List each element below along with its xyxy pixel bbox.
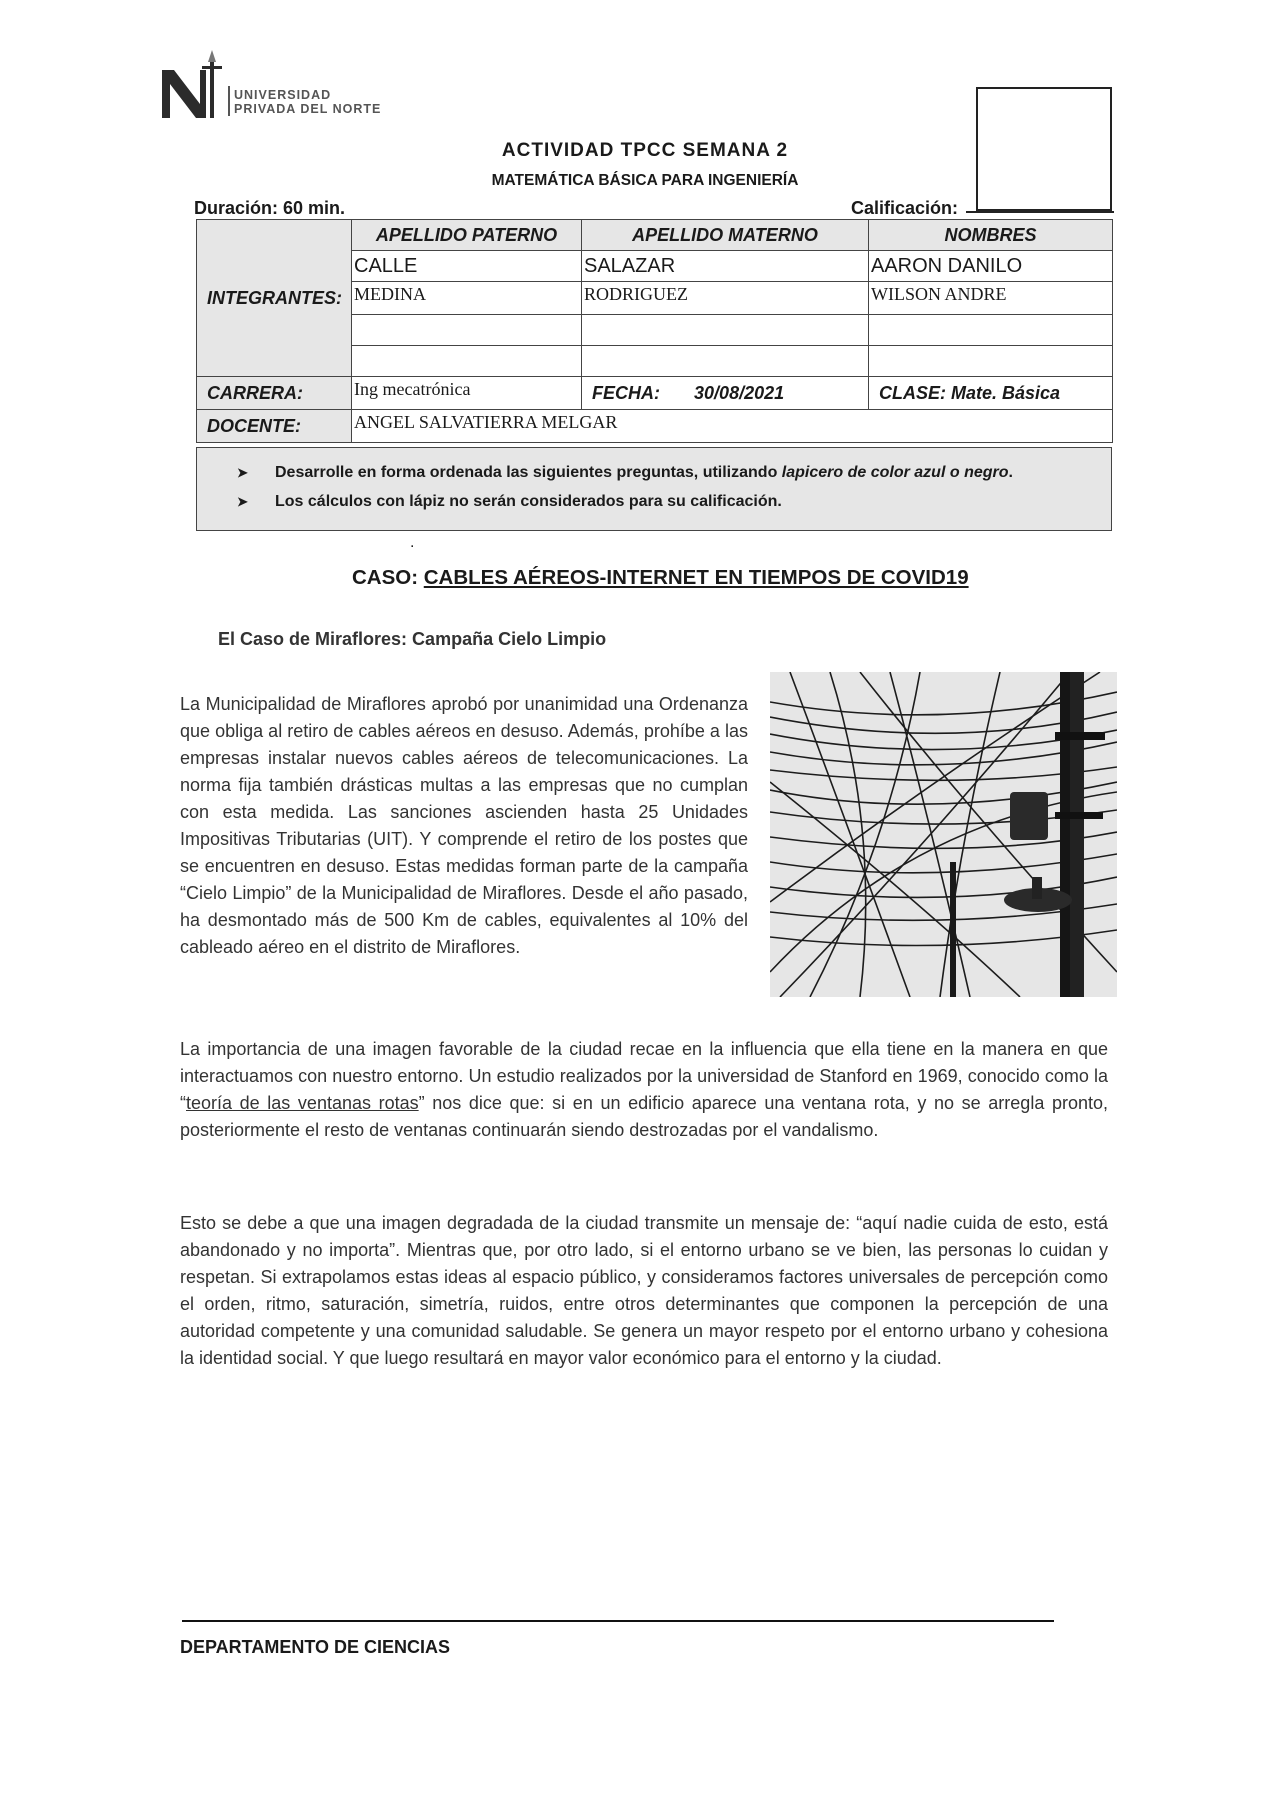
carrera-label: CARRERA: xyxy=(197,377,352,410)
table-cell[interactable]: CALLE xyxy=(352,251,582,282)
table-cell[interactable] xyxy=(582,315,869,346)
table-cell[interactable] xyxy=(582,346,869,377)
carrera-value[interactable]: Ing mecatrónica xyxy=(352,377,582,410)
integrantes-label: INTEGRANTES: xyxy=(197,220,352,377)
university-logo xyxy=(160,42,420,122)
table-header-row xyxy=(197,220,1113,251)
case-subtitle: El Caso de Miraflores: Campaña Cielo Limpio xyxy=(218,629,607,649)
paragraph: La importancia de una imagen favorable de la ciudad recae en la influencia que ella tiene en la manera en que interactuamos con nuestro entorno. Un estudio realizados por la universidad de Stanford en 1969, conocido como la “teoría de las ventanas rotas” nos dice que: si en un edificio aparece una ventana rota, y no se arregla pronto, posteriormente el resto de ventanas continuarán siendo destrozadas por el vandalismo. xyxy=(180,1039,1108,1140)
table-cell[interactable] xyxy=(869,315,1113,346)
paragraph: Esto se debe a que una imagen degradada de la ciudad transmite un mensaje de: “aquí nadie cuida de esto, está abandonado y no importa”. Mientras que, por otro lado, si el entorno urbano se ve bien, las personas lo cuidan y respetan. Si extrapolamos estas ideas al espacio público, y consideramos factores universales de percepción como el orden, ritmo, saturación, simetría, ruidos, entre otros determinantes que componen la percepción de una autoridad competente y una comunidad saludable. Se genera un mayor respeto por el entorno urbano y cohesiona la identidad social. Y que luego resultará en mayor valor económico para el entorno y la ciudad. xyxy=(180,1213,1108,1368)
course-title: MATEMÁTICA BÁSICA PARA INGENIERÍA xyxy=(491,172,799,189)
cables-photo xyxy=(770,672,1117,997)
column-header: APELLIDO PATERNO xyxy=(352,220,582,251)
power-cables-image-icon xyxy=(770,672,1117,997)
logo-text-line2: PRIVADA DEL NORTE xyxy=(234,102,382,116)
table-cell[interactable]: AARON DANILO xyxy=(869,251,1113,282)
fecha-cell[interactable] xyxy=(582,377,869,410)
fecha-label: FECHA: xyxy=(592,382,660,403)
students-table xyxy=(196,219,1113,443)
docente-value[interactable]: ANGEL SALVATIERRA MELGAR xyxy=(352,410,1113,443)
clase-value[interactable]: CLASE: Mate. Básica xyxy=(869,377,1113,410)
logo-text-line1: UNIVERSIDAD xyxy=(234,88,332,102)
duration-label: Duración: 60 min. xyxy=(194,198,346,218)
table-cell[interactable]: MEDINA xyxy=(352,282,582,315)
docente-row xyxy=(197,410,1113,443)
arrow-bullet-icon: ➤ xyxy=(237,465,248,480)
column-header: NOMBRES xyxy=(869,220,1113,251)
table-cell[interactable]: SALAZAR xyxy=(582,251,869,282)
footer-divider xyxy=(182,1620,1054,1622)
table-cell[interactable] xyxy=(352,315,582,346)
case-title: CASO: CABLES AÉREOS-INTERNET EN TIEMPOS DE COVID19 xyxy=(352,566,969,589)
grade-underline xyxy=(966,211,1114,213)
paragraph: La Municipalidad de Miraflores aprobó por unanimidad una Ordenanza que obliga al retiro de cables aéreos en desuso. Además, prohíbe a las empresas instalar nuevos cables aéreos de telecomunicaciones. La norma fija también drásticas multas a las empresas que no cumplan con esta medida. Las sanciones ascienden hasta 25 Unidades Impositivas Tributarias (UIT). Y comprende el retiro de los postes que se encuentren en desuso. Estas medidas forman parte de la campaña “Cielo Limpio” de la Municipalidad de Miraflores. Desde el año pasado, ha desmontado más de 500 Km de cables, equivalentes al 10% del cableado aéreo en el distrito de Miraflores. xyxy=(180,694,748,957)
docente-label: DOCENTE: xyxy=(197,410,352,443)
upn-logo-icon xyxy=(160,42,222,122)
instruction-item: ➤ Desarrolle en forma ordenada las siguientes preguntas, utilizando lapicero de color azul o negro. xyxy=(237,464,1013,481)
stray-dot: . xyxy=(410,534,415,551)
grade-label: Calificación: xyxy=(851,198,959,218)
table-cell[interactable] xyxy=(352,346,582,377)
arrow-bullet-icon: ➤ xyxy=(237,494,248,509)
table-cell[interactable]: WILSON ANDRE xyxy=(869,282,1113,315)
column-header: APELLIDO MATERNO xyxy=(582,220,869,251)
instructions-box xyxy=(196,447,1112,531)
activity-title: ACTIVIDAD TPCC SEMANA 2 xyxy=(501,140,789,161)
instruction-item: ➤ Los cálculos con lápiz no serán considerados para su calificación. xyxy=(237,493,782,510)
fecha-value: 30/08/2021 xyxy=(694,382,785,403)
carrera-row xyxy=(197,377,1113,410)
table-cell[interactable]: RODRIGUEZ xyxy=(582,282,869,315)
table-cell[interactable] xyxy=(869,346,1113,377)
department-footer: DEPARTAMENTO DE CIENCIAS xyxy=(180,1637,451,1657)
